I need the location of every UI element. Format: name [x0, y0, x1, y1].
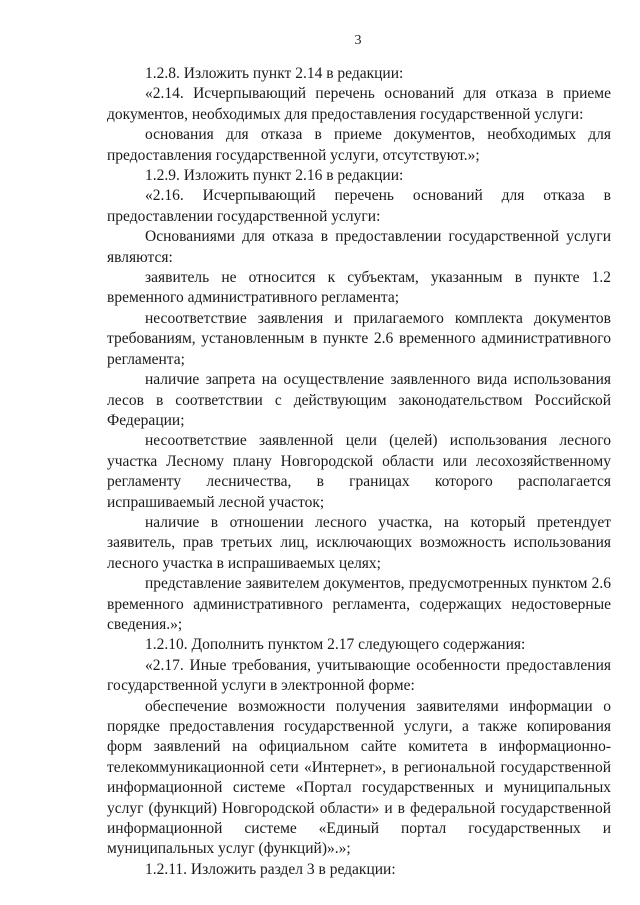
document-body	[107, 64, 611, 880]
list-item-ground-6: представление заявителем документов, предусмотренных пунктом 2.6 временного административного регламента, содержащих недостоверные сведения.»;	[107, 575, 611, 633]
paragraph-2-14-body: основания для отказа в приеме документов, необходимых для предоставления государственной услуги, отсутствуют.»;	[107, 126, 611, 164]
paragraph-2-17-body: обеспечение возможности получения заявителями информации о порядке предоставления государственной услуги, а также копирования форм заявлений на официальном сайте комитета в информационно-телекоммуникационной сети «Интернет», в региональной государственной информационной системе «Портал государственных и муниципальных услуг (функций) Новгородской области» и в федеральной государственной информационной системе «Единый портал государственных и муниципальных услуг (функций)».»;	[107, 697, 611, 858]
paragraph-2-14-heading: «2.14. Исчерпывающий перечень оснований для отказа в приеме документов, необходимых для предоставления государственной услуги:	[107, 85, 611, 123]
list-item-ground-5: наличие в отношении лесного участка, на который претендует заявитель, прав третьих лиц, исключающих возможность использования лесного участка в испрашиваемых целях;	[107, 513, 611, 572]
list-item-ground-2: несоответствие заявления и прилагаемого комплекта документов требованиям, установленным в пункте 2.6 временного административного регламента;	[107, 309, 611, 368]
paragraph-1-2-10: 1.2.10. Дополнить пунктом 2.17 следующего содержания:	[145, 636, 526, 654]
paragraph-2-16-intro: Основаниями для отказа в предоставлении государственной услуги являются:	[107, 228, 611, 266]
paragraph-1-2-8: 1.2.8. Изложить пункт 2.14 в редакции:	[145, 65, 404, 82]
list-item-ground-4: несоответствие заявленной цели (целей) использования лесного участка Лесному плану Новгородской области или лесохозяйственному регламенту лесничества, в границах которого располагается испрашиваемый лесной участок;	[107, 432, 611, 511]
paragraph-1-2-9: 1.2.9. Изложить пункт 2.16 в редакции:	[145, 167, 404, 185]
list-item-ground-1: заявитель не относится к субъектам, указанным в пункте 1.2 временного административного регламента;	[107, 269, 611, 307]
paragraph-2-17-heading: «2.17. Иные требования, учитывающие особенности предоставления государственной услуги в электронной форме:	[107, 656, 611, 695]
paragraph-1-2-11: 1.2.11. Изложить раздел 3 в редакции:	[145, 860, 396, 878]
page-number: 3	[354, 33, 362, 48]
paragraph-2-16-heading: «2.16. Исчерпывающий перечень оснований для отказа в предоставлении государственной услуги:	[107, 187, 611, 225]
list-item-ground-3: наличие запрета на осуществление заявленного вида использования лесов в соответствии с действующим законодательством Российской Федерации;	[107, 371, 611, 429]
